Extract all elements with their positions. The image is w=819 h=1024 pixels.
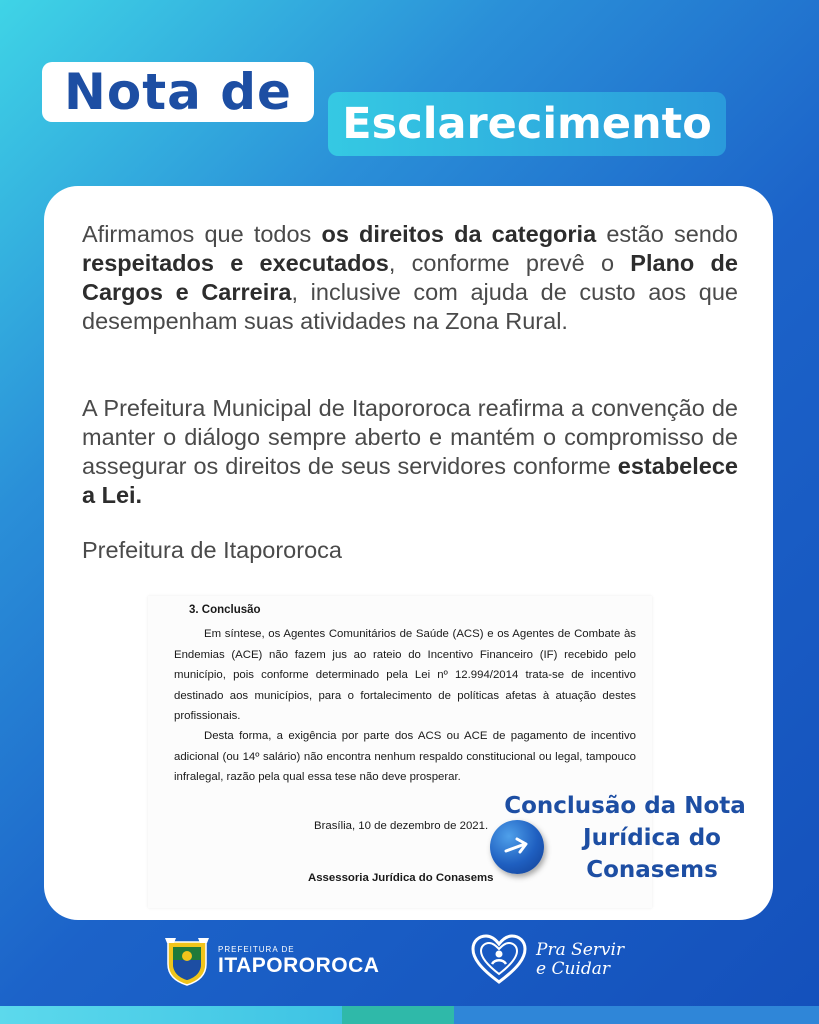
document-paragraph-1: Em síntese, os Agentes Comunitários de Saúde (ACS) e os Agentes de Combate às Endemias (ACE) não fazem jus ao rateio do Incentivo Financeiro (IF) recebido pelo município, pois conforme determinado pela Lei nº 12.994/2014 trata-se de incentivo destinado aos municípios, para o fortalecimento de políticas afetas à atuação destes profissionais. — [174, 628, 636, 722]
p1-run-3: respeitados e executados — [82, 250, 389, 276]
document-date: Brasília, 10 de dezembro de 2021. — [314, 820, 489, 832]
p1-run-2: estão sendo — [596, 221, 739, 247]
logo-small-text: PREFEITURA DE — [218, 945, 295, 954]
title-line-1: Nota de — [64, 63, 292, 121]
p1-run-0: Afirmamos que todos — [82, 221, 322, 247]
bottom-color-bar — [0, 1006, 819, 1024]
bottom-bar-segment-blue — [454, 1006, 819, 1024]
p1-run-6: , inclusive com ajuda de custo aos que desempenham suas atividades na Zona Rural. — [82, 279, 738, 334]
p1-run-1: os direitos da categoria — [321, 221, 597, 247]
coat-of-arms-icon — [164, 936, 210, 986]
document-paragraph-2: Desta forma, a exigência por parte dos ACS ou ACE de pagamento de incentivo adicional (ou 14º salário) não encontra nenhum respaldo constitucional ou legal, tampouco infralegal, razão pela qual essa tese não deve prosperar. — [174, 730, 636, 783]
logo2-line-1: Pra Servir — [536, 940, 625, 960]
title-box-primary — [42, 62, 314, 122]
callout-line-1: Conclusão da Nota — [504, 793, 746, 819]
campaign-logo — [470, 934, 624, 986]
document-heading: 3. Conclusão — [189, 604, 261, 616]
heart-icon — [470, 934, 528, 986]
title-line-2: Esclarecimento — [342, 98, 712, 149]
signature: Prefeitura de Itapororoca — [82, 537, 342, 563]
p1-run-5: Plano de Cargos e Carreira — [82, 250, 738, 305]
paragraph-commitment — [82, 394, 738, 510]
callout-text — [498, 790, 752, 886]
p2-run-0: A Prefeitura Municipal de Itapororoca reafirma a convenção de manter o diálogo sempre aberto e mantém o compromisso de assegurar os direitos de seus servidores conforme — [82, 395, 738, 479]
callout-line-2: Jurídica do — [583, 825, 721, 851]
paragraph-rights — [82, 220, 738, 336]
document-organization: Assessoria Jurídica do Conasems — [308, 872, 494, 884]
callout-line-3: Conasems — [586, 857, 718, 883]
prefeitura-logo — [164, 936, 379, 986]
title-box-secondary — [328, 92, 726, 156]
logo-big-text: ITAPOROROCA — [218, 954, 380, 977]
logo2-line-2: e Cuidar — [536, 959, 611, 979]
p1-run-4: , conforme prevê o — [388, 250, 631, 276]
p2-run-1: estabelece a Lei. — [82, 453, 738, 508]
bottom-bar-segment-green — [342, 1006, 454, 1024]
